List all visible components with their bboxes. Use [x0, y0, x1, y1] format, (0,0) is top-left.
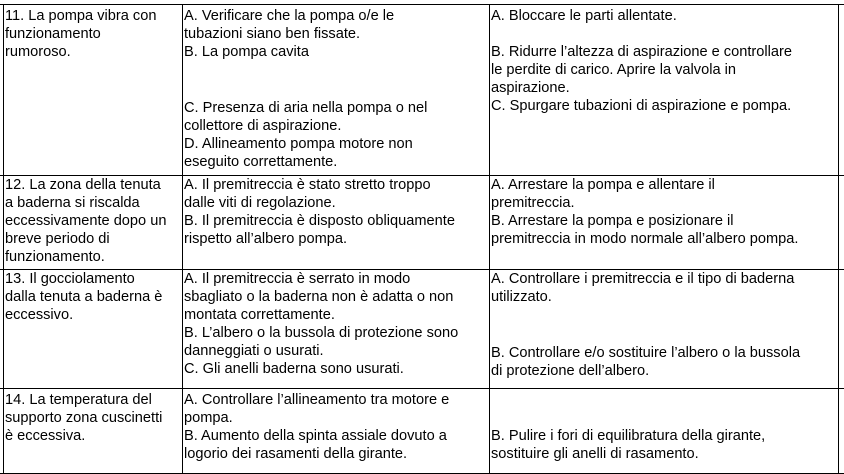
cause-line: dalle viti di regolazione.: [184, 195, 336, 211]
cause-line: logorio dei rasamenti della girante.: [184, 446, 408, 462]
remedy-cell: [491, 389, 839, 474]
problem-cell: [5, 389, 181, 474]
problem-line: a baderna si riscalda: [5, 195, 140, 211]
remedy-line: aspirazione.: [491, 80, 570, 96]
remedy-line: B. Ridurre l’altezza di aspirazione e controllare: [491, 44, 792, 60]
remedy-line: A. Controllare i premitreccia e il tipo di baderna: [491, 271, 795, 287]
remedy-line: sostituire gli anelli di rasamento.: [491, 446, 699, 462]
problem-line: 13. Il gocciolamento: [5, 271, 135, 287]
cell-border: [182, 389, 183, 474]
problem-cell: [5, 270, 181, 389]
cause-cell: [184, 176, 488, 270]
cause-line: montata correttamente.: [184, 307, 335, 323]
cause-line: D. Allineamento pompa motore non: [184, 136, 413, 152]
problem-line: eccessivo.: [5, 307, 74, 323]
problem-line: eccessivamente dopo un: [5, 213, 167, 229]
cell-border: [489, 389, 490, 474]
remedy-line: B. Controllare e/o sostituire l’albero o la bussola: [491, 345, 801, 361]
cause-line: danneggiati o usurati.: [184, 343, 324, 359]
cause-line: C. Gli anelli baderna sono usurati.: [184, 361, 404, 377]
cause-cell: [184, 270, 488, 389]
cause-line: B. La pompa cavita: [184, 44, 309, 60]
table-row: [0, 5, 844, 176]
remedy-line: di protezione dell’albero.: [491, 363, 650, 379]
cell-border: [3, 176, 4, 270]
cell-border: [489, 270, 490, 389]
cell-border: [182, 270, 183, 389]
remedy-line: A. Bloccare le parti allentate.: [491, 8, 677, 24]
cell-border: [489, 5, 490, 176]
cell-border: [3, 5, 4, 176]
remedy-line: A. Arrestare la pompa e allentare il: [491, 177, 715, 193]
remedy-line: premitreccia in modo normale all’albero pompa.: [491, 231, 799, 247]
cause-line: C. Presenza di aria nella pompa o nel: [184, 100, 428, 116]
cell-border: [838, 176, 839, 270]
problem-line: rumoroso.: [5, 44, 71, 60]
problem-line: breve periodo di: [5, 231, 110, 247]
remedy-cell: [491, 5, 839, 176]
table-row: [0, 270, 844, 389]
remedy-line: B. Pulire i fori di equilibratura della girante,: [491, 428, 766, 444]
cause-line: pompa.: [184, 410, 233, 426]
problem-line: 12. La zona della tenuta: [5, 177, 161, 193]
remedy-cell: [491, 176, 839, 270]
cause-line: sbagliato o la baderna non è adatta o non: [184, 289, 454, 305]
cell-border: [3, 270, 4, 389]
problem-line: funzionamento.: [5, 249, 105, 265]
problem-line: funzionamento: [5, 26, 101, 42]
cause-line: collettore di aspirazione.: [184, 118, 342, 134]
problem-line: supporto zona cuscinetti: [5, 410, 163, 426]
cell-border: [838, 270, 839, 389]
cell-border: [838, 389, 839, 474]
problem-cell: [5, 5, 181, 176]
problem-line: 11. La pompa vibra con: [5, 8, 157, 24]
cause-cell: [184, 389, 488, 474]
table-row: [0, 389, 844, 474]
cell-border: [838, 5, 839, 176]
cause-line: eseguito correttamente.: [184, 154, 338, 170]
cause-line: A. Il premitreccia è stato stretto troppo: [184, 177, 431, 193]
table-row: [0, 176, 844, 270]
cell-border: [182, 176, 183, 270]
problem-line: 14. La temperatura del: [5, 392, 152, 408]
cause-line: A. Verificare che la pompa o/e le: [184, 8, 395, 24]
cause-line: B. L’albero o la bussola di protezione sono: [184, 325, 459, 341]
remedy-line: utilizzato.: [491, 289, 552, 305]
cause-line: B. Il premitreccia è disposto obliquamente: [184, 213, 455, 229]
cause-line: tubazioni siano ben fissate.: [184, 26, 361, 42]
cause-cell: [184, 5, 488, 176]
problem-line: dalla tenuta a baderna è: [5, 289, 163, 305]
problem-cell: [5, 176, 181, 270]
remedy-line: le perdite di carico. Aprire la valvola in: [491, 62, 736, 78]
cause-line: A. Il premitreccia è serrato in modo: [184, 271, 411, 287]
cell-border: [3, 389, 4, 474]
cause-line: rispetto all’albero pompa.: [184, 231, 348, 247]
remedy-cell: [491, 270, 839, 389]
remedy-line: C. Spurgare tubazioni di aspirazione e pompa.: [491, 98, 792, 114]
cause-line: B. Aumento della spinta assiale dovuto a: [184, 428, 447, 444]
problem-line: è eccessiva.: [5, 428, 86, 444]
cell-border: [489, 176, 490, 270]
remedy-line: B. Arrestare la pompa e posizionare il: [491, 213, 734, 229]
cause-line: A. Controllare l’allineamento tra motore e: [184, 392, 450, 408]
remedy-line: premitreccia.: [491, 195, 575, 211]
cell-border: [182, 5, 183, 176]
